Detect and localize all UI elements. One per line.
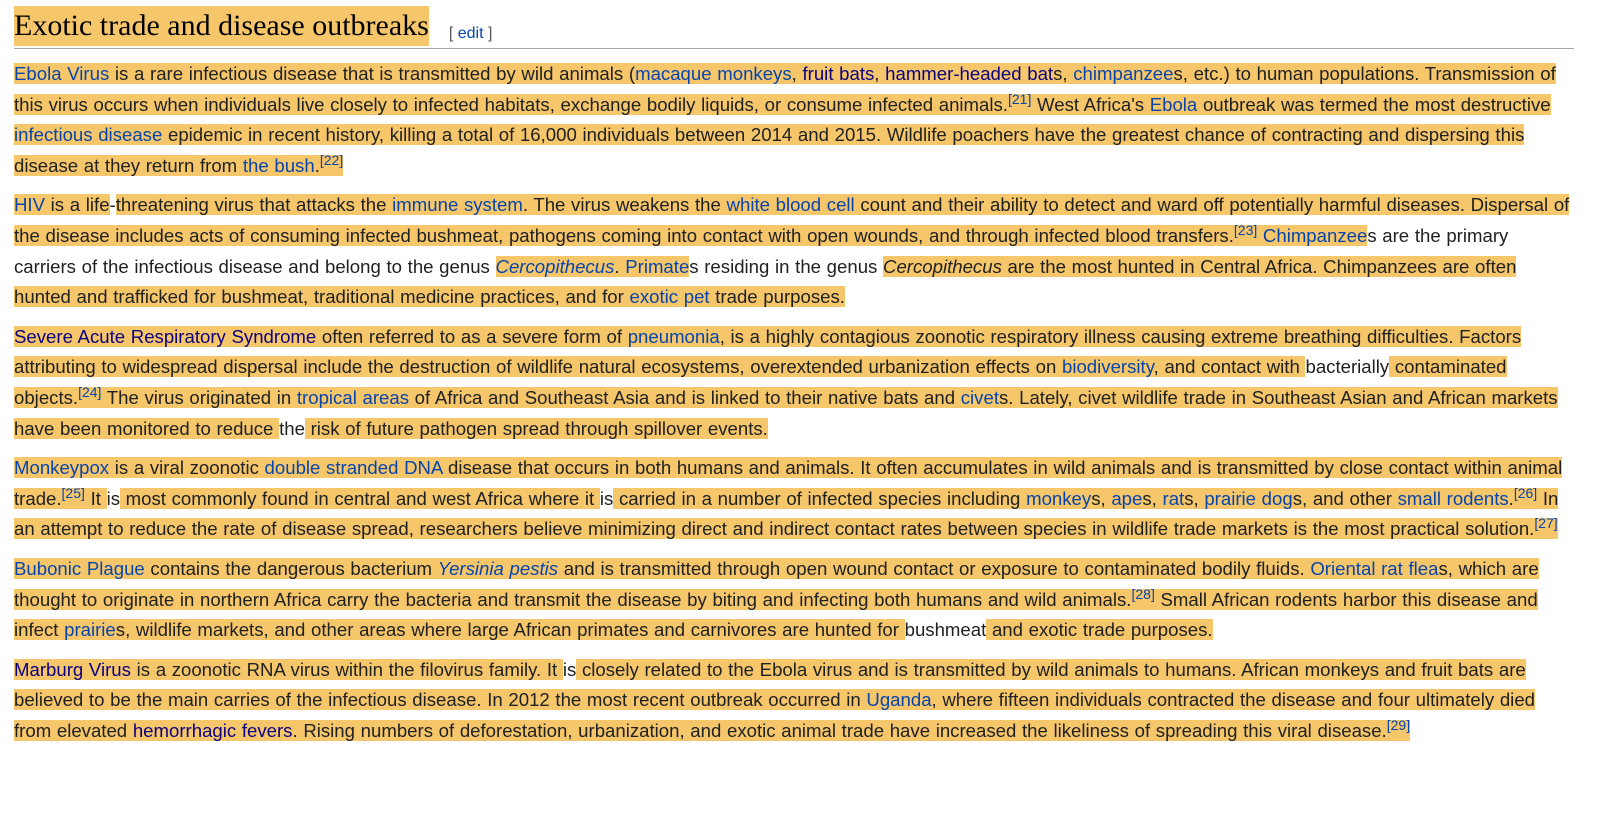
text: closely related to the Ebola virus and is transmitted by wild animals to humans. African monkeys and fruit bats are believed to be the main carries of the infectious disease. In 2012 the most recent outbreak occurred in xyxy=(14,658,1526,711)
text: s residing in the genus xyxy=(689,255,884,277)
text: . xyxy=(1508,487,1514,509)
text: , xyxy=(874,63,886,84)
ref-28[interactable]: [28] xyxy=(1131,585,1155,602)
text: often referred to as a severe form of xyxy=(316,325,628,347)
text: s are the primary carriers of the infectious disease and belong to the genus xyxy=(14,224,1509,277)
text: bacterially xyxy=(1305,356,1390,378)
text: The virus originated in xyxy=(101,386,297,408)
link-monkeypox[interactable]: Monkeypox xyxy=(14,457,110,479)
text: s, wildlife markets, and other areas where large African primates and carnivores are hunted for xyxy=(115,619,905,641)
text: contaminated objects. xyxy=(14,356,1507,408)
text: is a viral zoonotic xyxy=(109,457,265,479)
text: . Rising numbers of deforestation, urbanization, and exotic animal trade have increased the likeliness of spreading this viral disease. xyxy=(292,719,1387,741)
text: West Africa's xyxy=(1031,93,1150,115)
text: risk of future pathogen spread through spillover events. xyxy=(304,417,768,439)
text: Small African rodents harbor this disease and infect xyxy=(14,588,1538,641)
text: and exotic trade purposes. xyxy=(986,619,1213,641)
link-chimpanzee[interactable]: chimpanzee xyxy=(1073,63,1174,84)
section-title: Exotic trade and disease outbreaks xyxy=(14,6,429,46)
ref-26[interactable]: [26] xyxy=(1513,484,1538,501)
text: s, xyxy=(1053,63,1074,84)
edit-section xyxy=(449,25,493,43)
text: carried in a number of infected species including xyxy=(613,487,1027,509)
text: , is a highly contagious zoonotic respiratory illness causing extreme breathing difficulties. Factors attributing to widespread dispersal include the destruction of wildlife natural ecosystems, overextended urbanization effects on xyxy=(14,325,1522,378)
ref-21[interactable]: [21] xyxy=(1007,90,1032,107)
text: , xyxy=(791,63,803,84)
link-hiv[interactable]: HIV xyxy=(14,194,45,216)
text: is xyxy=(599,487,614,509)
paragraph-bubonic-plague xyxy=(14,554,1574,646)
text: of Africa and Southeast Asia and is linked to their native bats and xyxy=(409,386,961,408)
text: most commonly found in central and west Africa where it xyxy=(120,487,600,509)
text: the xyxy=(279,417,305,439)
link-exotic-pet[interactable]: exotic pet xyxy=(629,286,710,308)
link-immune-system[interactable]: immune system xyxy=(392,194,523,216)
text: s, xyxy=(1184,487,1205,509)
text: s, which are thought to originate in northern Africa carry the bacteria and transmit the disease by biting and infecting both humans and wild animals. xyxy=(14,557,1539,610)
text: count and their ability to detect and ward off potentially harmful diseases. Dispersal of the disease includes acts of consuming infected bushmeat, pathogens coming into contact with open wounds, and through infected blood transfers. xyxy=(14,194,1570,246)
link-bubonic-plague[interactable]: Bubonic Plague xyxy=(14,557,145,579)
link-biodiversity[interactable]: biodiversity xyxy=(1061,356,1154,378)
edit-bracket-open: [ xyxy=(448,25,458,42)
link-prairie[interactable]: prairie xyxy=(64,619,116,641)
paragraph-sars xyxy=(14,322,1574,444)
link-oriental-rat-flea[interactable]: Oriental rat flea xyxy=(1310,557,1439,579)
text: is a zoonotic RNA virus within the filovirus family. It xyxy=(130,658,563,680)
link-chimpanzee[interactable]: Chimpanzee xyxy=(1262,224,1368,246)
text: s, xyxy=(1142,487,1163,509)
text: ( xyxy=(628,63,636,84)
text: s, and other xyxy=(1292,487,1398,509)
ref-27[interactable]: [27] xyxy=(1534,515,1558,532)
link-hammer-headed-bat[interactable]: hammer-headed bat xyxy=(885,63,1054,84)
ref-22[interactable]: [22] xyxy=(319,151,344,168)
edit-link[interactable]: edit xyxy=(457,25,484,42)
text: and is transmitted through open wound contact or exposure to contaminated bodily fluids. xyxy=(558,557,1311,579)
link-macaque-monkeys[interactable]: macaque monkeys xyxy=(635,63,792,84)
text: s, etc.) to human populations. Transmission of this virus occurs when individuals live closely to infected habitats, exchange bodily liquids, or consume infected animals. xyxy=(14,63,1556,115)
ref-24[interactable]: [24] xyxy=(78,383,102,400)
paragraph-monkeypox xyxy=(14,453,1574,545)
link-rat[interactable]: rat xyxy=(1162,487,1185,509)
ref-25[interactable]: [25] xyxy=(61,484,85,501)
link-monkey[interactable]: monkey xyxy=(1026,487,1092,509)
link-civet[interactable]: civet xyxy=(960,386,999,408)
link-cercopithecus[interactable]: Cercopithecus xyxy=(495,255,615,277)
ref-29[interactable]: [29] xyxy=(1386,716,1411,733)
link-prairie-dog[interactable]: prairie dog xyxy=(1204,487,1293,509)
text: , where fifteen individuals contracted the disease and four ultimately died from elevated xyxy=(14,689,1535,741)
edit-bracket-close: ] xyxy=(483,25,493,42)
text: are the most hunted in Central Africa. Chimpanzees are often hunted and trafficked for bushmeat, traditional medicine practices, and for xyxy=(14,255,1517,308)
link-tropical-areas[interactable]: tropical areas xyxy=(296,386,410,408)
text: bushmeat xyxy=(904,619,987,641)
link-fruit-bats[interactable]: fruit bats xyxy=(802,63,875,84)
text: trade purposes. xyxy=(709,286,845,308)
link-marburg-virus[interactable]: Marburg Virus xyxy=(14,658,131,680)
link-pneumonia[interactable]: pneumonia xyxy=(627,325,720,347)
text: epidemic in recent history, killing a total of 16,000 individuals between 2014 and 2015. Wildlife poachers have the greatest chance of contracting and dispersing this disease at they return from xyxy=(14,124,1525,176)
link-ebola-virus[interactable]: Ebola Virus xyxy=(14,63,110,84)
text: s. Lately, civet wildlife trade in Southeast Asian and African markets have been monitored to reduce xyxy=(14,386,1558,439)
link-sars[interactable]: Severe Acute Respiratory Syndrome xyxy=(14,325,317,347)
text: is xyxy=(106,487,121,509)
text: contains the dangerous bacterium xyxy=(144,557,438,579)
link-the-bush[interactable]: the bush xyxy=(242,154,315,176)
link-small-rodents[interactable]: small rodents xyxy=(1397,487,1509,509)
text: is a rare infectious disease that is transmitted by wild animals xyxy=(109,63,629,84)
text: outbreak was termed the most destructive xyxy=(1197,93,1551,115)
genus-name: Cercopithecus xyxy=(883,255,1002,277)
text: - xyxy=(109,194,116,216)
ref-23[interactable]: [23] xyxy=(1233,221,1258,238)
link-primate[interactable]: Primate xyxy=(625,255,690,277)
text: In an attempt to reduce the rate of disease spread, researchers believe minimizing direct and indirect contact rates between species in wildlife trade markets is the most practical solution. xyxy=(14,487,1559,540)
text: . The virus weakens the xyxy=(522,194,727,216)
link-ebola[interactable]: Ebola xyxy=(1149,93,1198,115)
section-heading-row xyxy=(14,6,1574,49)
link-yersinia-pestis[interactable]: Yersinia pestis xyxy=(437,557,559,579)
link-double-stranded-dna[interactable]: double stranded DNA xyxy=(264,457,443,479)
paragraph-marburg xyxy=(14,655,1574,747)
text: . xyxy=(314,154,320,176)
text: s, xyxy=(1091,487,1112,509)
link-infectious-disease[interactable]: infectious disease xyxy=(14,124,163,146)
text: is xyxy=(562,658,577,680)
text: . xyxy=(614,255,626,277)
link-white-blood-cell[interactable]: white blood cell xyxy=(726,194,855,216)
text: It xyxy=(84,487,107,509)
paragraph-ebola xyxy=(14,59,1574,181)
link-uganda[interactable]: Uganda xyxy=(866,689,932,711)
link-ape[interactable]: ape xyxy=(1111,487,1143,509)
text: , and contact with xyxy=(1153,356,1306,378)
text: threatening virus that attacks the xyxy=(115,194,393,216)
paragraph-hiv xyxy=(14,190,1574,312)
text: disease that occurs in both humans and animals. It often accumulates in wild animals and is transmitted by close contact within animal trade. xyxy=(14,457,1563,509)
link-hemorrhagic-fevers[interactable]: hemorrhagic fevers xyxy=(132,719,293,741)
text: is a life xyxy=(45,194,110,216)
